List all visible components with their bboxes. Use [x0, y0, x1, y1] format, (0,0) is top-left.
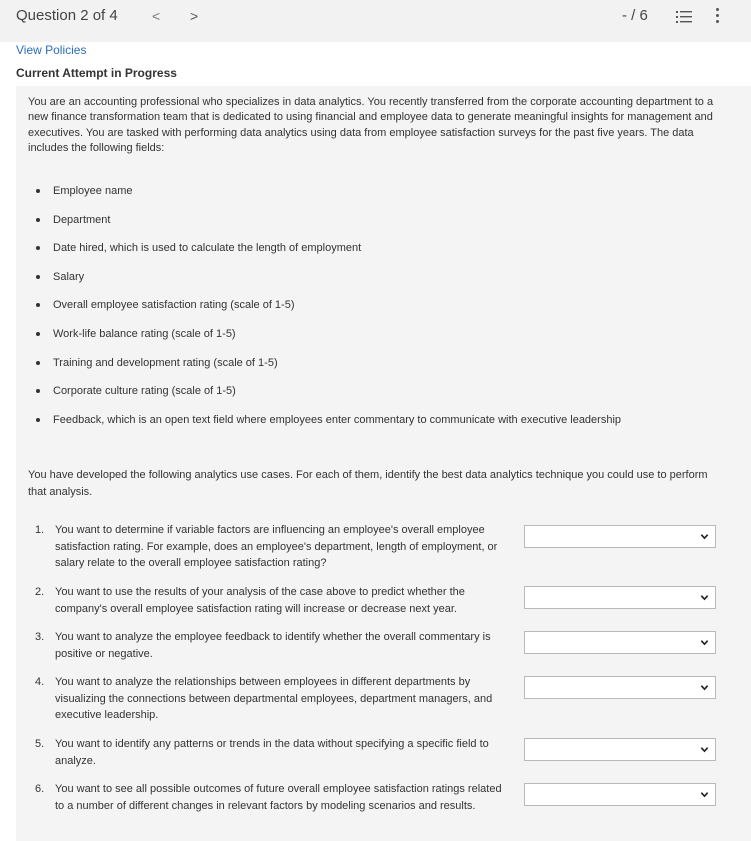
- list-item: Feedback, which is an open text field where employees enter commentary to communicate with executive leadership: [34, 411, 621, 440]
- attempt-status: Current Attempt in Progress: [16, 66, 177, 80]
- list-item: Overall employee satisfaction rating (scale of 1-5): [34, 296, 621, 325]
- list-item: Date hired, which is used to calculate the length of employment: [34, 239, 621, 268]
- question-counter: Question 2 of 4: [16, 7, 118, 24]
- more-options-icon[interactable]: [714, 8, 720, 26]
- use-case-number: 6.: [35, 783, 45, 795]
- list-item: Work-life balance rating (scale of 1-5): [34, 325, 621, 354]
- question-intro: You are an accounting professional who specializes in data analytics. You recently transferred from the corporate accounting department to a new finance transformation team that is dedicated to using financial and employee data to generate meaningful insights for management and executives. You are tasked with performing data analytics using data from employee satisfaction surveys for the past five years. The data includes the following fields:: [28, 96, 714, 154]
- use-case-text: You want to use the results of your analysis of the case above to predict whether the company's overall employee satisfaction rating will increase or decrease next year.: [55, 586, 465, 615]
- data-fields-list: [34, 182, 621, 439]
- list-item: Employee name: [34, 182, 621, 211]
- use-case-number: 2.: [35, 586, 45, 598]
- technique-select-4[interactable]: [524, 676, 716, 699]
- technique-select-6[interactable]: [524, 783, 716, 806]
- chevron-down-icon: [700, 532, 709, 541]
- question-header: [0, 0, 751, 42]
- chevron-down-icon: [700, 638, 709, 647]
- technique-select-3[interactable]: [524, 631, 716, 654]
- view-policies-link[interactable]: View Policies: [16, 43, 87, 57]
- previous-question-button[interactable]: <: [152, 8, 161, 24]
- list-item: Department: [34, 211, 621, 240]
- use-case-text: You want to identify any patterns or trends in the data without specifying a specific field to analyze.: [55, 738, 489, 767]
- next-question-button[interactable]: >: [190, 8, 199, 24]
- use-case-number: 1.: [35, 524, 45, 536]
- use-case-text: You want to see all possible outcomes of future overall employee satisfaction ratings related to a number of different changes in relevant factors by modeling scenarios and results.: [55, 783, 502, 812]
- use-case-instructions: You have developed the following analytics use cases. For each of them, identify the best data analytics technique you could use to perform that analysis.: [28, 469, 708, 498]
- list-item: Salary: [34, 268, 621, 297]
- technique-select-5[interactable]: [524, 738, 716, 761]
- use-case-text: You want to analyze the relationships between employees in different departments by visualizing the connections between departmental employees, department managers, and executive leadership.: [55, 676, 493, 721]
- technique-select-1[interactable]: [524, 525, 716, 548]
- chevron-down-icon: [700, 790, 709, 799]
- use-case-number: 3.: [35, 631, 45, 643]
- list-item: Corporate culture rating (scale of 1-5): [34, 382, 621, 411]
- use-case-text: You want to analyze the employee feedback to identify whether the overall commentary is positive or negative.: [55, 631, 491, 660]
- score-display: - / 6: [622, 7, 648, 24]
- chevron-down-icon: [700, 745, 709, 754]
- use-case-text: You want to determine if variable factors are influencing an employee's overall employee satisfaction rating. For example, does an employee's department, length of employment, or salary relate to the overall employee satisfaction rating?: [55, 524, 498, 569]
- chevron-down-icon: [700, 683, 709, 692]
- chevron-down-icon: [700, 593, 709, 602]
- use-case-number: 4.: [35, 676, 45, 688]
- use-case-number: 5.: [35, 738, 45, 750]
- list-item: Training and development rating (scale of 1-5): [34, 354, 621, 383]
- technique-select-2[interactable]: [524, 586, 716, 609]
- question-list-icon[interactable]: [676, 10, 692, 24]
